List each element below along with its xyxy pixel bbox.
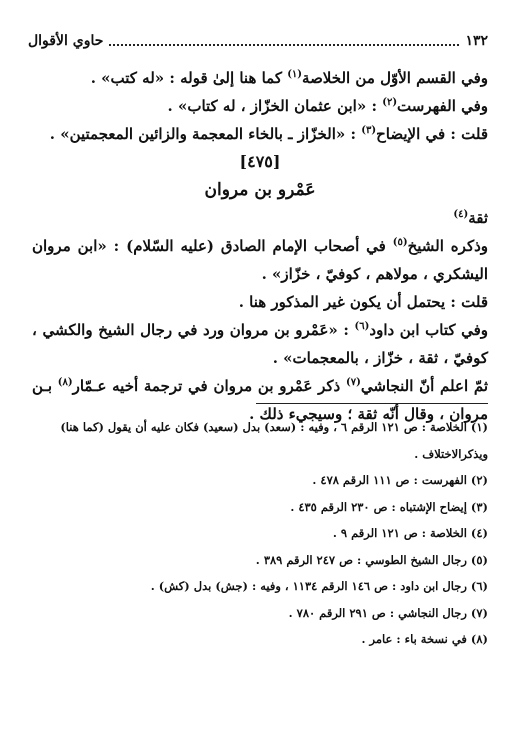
footnote-ref: (٦): [354, 321, 370, 332]
footnote: (٣) إيضاح الإشتباه : ص ٢٣٠ الرقم ٤٣٥ .: [290, 499, 488, 514]
footnote-ref: (١): [287, 69, 303, 80]
paragraph: وذكره الشيخ$^{(٥)}$ في أصحاب الإمام الصادق (عليه السّلام) : «ابن مروان اليشكري ، مولاهم ، كوفيّ ، خزّاز» .: [32, 237, 489, 283]
footnote-ref: (٢): [382, 97, 398, 108]
text-line: وفي القسم الأوّل من الخلاصة$^{(١)}$ كما هنا إلىٰ قوله : «له كتب» .: [90, 69, 488, 87]
footnote-ref: (٨): [57, 377, 73, 388]
footnote: (٨) في نسخة باء : عامر .: [361, 632, 488, 646]
running-header: [28, 30, 488, 52]
book-title: حاوي الأقوال: [28, 33, 104, 49]
main-text: [32, 64, 488, 428]
leader-dots: [109, 44, 459, 46]
entry-number: [٤٧٥]: [239, 152, 281, 171]
footnote-ref: (٧): [345, 377, 361, 388]
footnote-ref: (٤): [453, 209, 469, 220]
footnotes: [32, 414, 488, 653]
footnote-separator: [256, 403, 488, 404]
text-line: وفي الفهرست$^{(٢)}$ : «ابن عثمان الخزّاز ، له كتاب» .: [167, 97, 488, 115]
paragraph: ثمّ اعلم أنّ النجاشي$^{(٧)}$ ذكر عَمْرو بن مروان في ترجمة أخيه عـمّار$^{(٨)}$ بـن مروان ، وقال أنّه ثقة ؛ وسيجيء ذلك .: [32, 377, 489, 423]
paragraph: وفي كتاب ابن داود$^{(٦)}$ : «عَمْرو بن مروان ورد في رجال الشيخ والكشي ، كوفيّ ، ثقة ، خزّاز ، بالمعجمات» .: [32, 321, 488, 367]
entry-heading: عَمْرو بن مروان: [204, 180, 316, 200]
footnote-ref: (٥): [392, 237, 408, 248]
footnote: (٥) رجال الشيخ الطوسي : ص ٢٤٧ الرقم ٣٨٩ .: [255, 552, 488, 567]
footnote: (٢) الفهرست : ص ١١١ الرقم ٤٧٨ .: [312, 473, 488, 487]
text-line: قلت : في الإيضاح$^{(٣)}$ : «الخزّاز ـ بالخاء المعجمة والزائين المعجمتين» .: [49, 125, 488, 143]
page-number: ١٣٢: [465, 33, 488, 49]
footnote: (١) الخلاصة : ص ١٢١ الرقم ٦ ، وفيه : (سعد) بدل (سعيد) فكان عليه أن يقول (كما هنا) ويذكرالاختلاف .: [60, 420, 488, 461]
footnote: (٧) رجال النجاشي : ص ٢٩١ الرقم ٧٨٠ .: [288, 605, 488, 620]
footnote-ref: (٣): [361, 125, 377, 136]
paragraph: قلت : يحتمل أن يكون غير المذكور هنا .: [238, 293, 488, 311]
thiqa-line: ثقة$^{(٤)}$: [453, 209, 488, 227]
footnote: (٦) رجال ابن داود : ص ١٤٦ الرقم ١١٣٤ ، وفيه : (جش) بدل (كش) .: [150, 579, 488, 593]
footnote: (٤) الخلاصة : ص ١٢١ الرقم ٩ .: [332, 526, 488, 540]
